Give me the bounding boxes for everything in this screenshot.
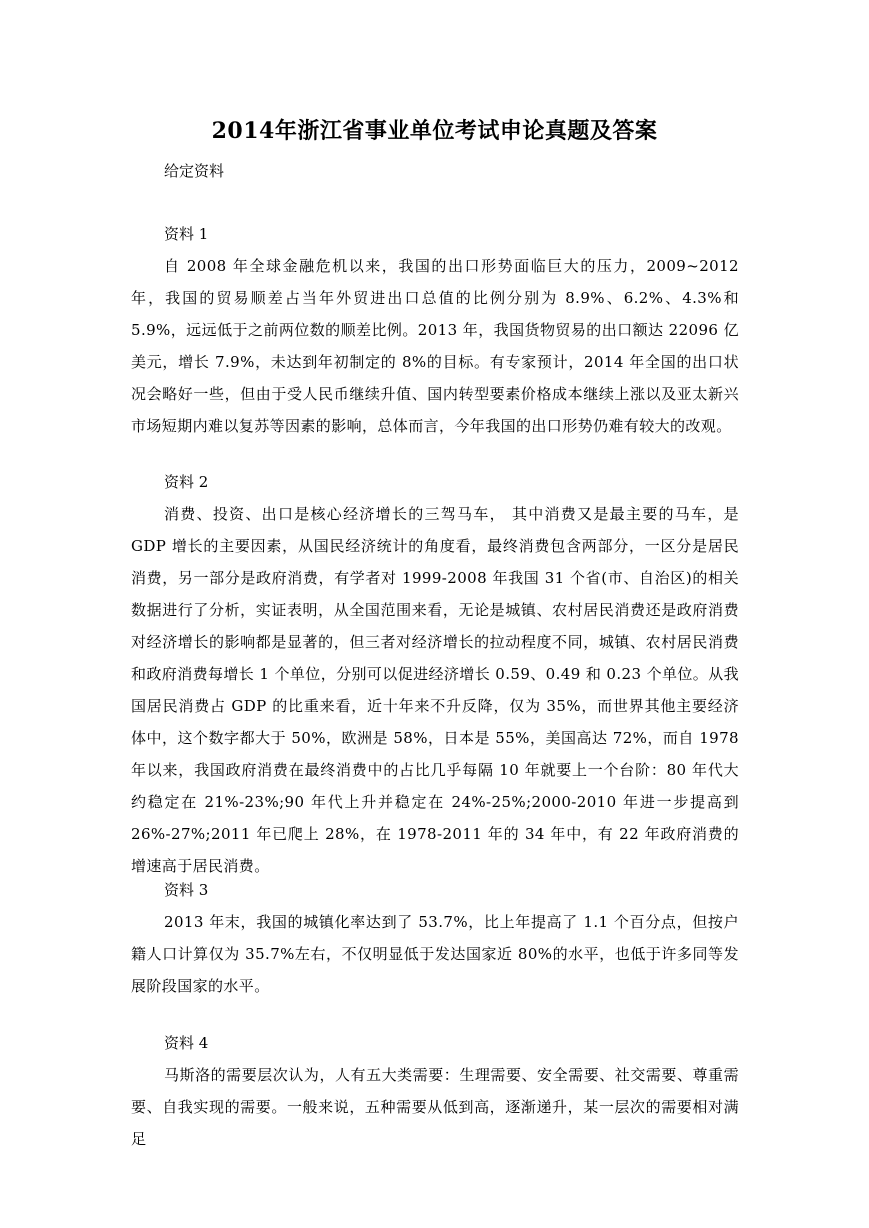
- material-paragraph: 2013 年末，我国的城镇化率达到了 53.7%，比上年提高了 1.1 个百分点，但按户籍人口计算仅为 35.7%左右，不仅明显低于发达国家近 80%的水平，也低于许多同等发展阶段国家的水平。: [131, 913, 739, 995]
- material-section-1: [131, 218, 739, 442]
- material-section-4: [131, 1027, 739, 1155]
- material-paragraph: 自 2008 年全球金融危机以来，我国的出口形势面临巨大的压力，2009~2012 年，我国的贸易顺差占当年外贸进出口总值的比例分别为 8.9%、6.2%、4.3%和 5.9%，远远低于之前两位数的顺差比例。2013 年，我国货物贸易的出口额达 22096 亿美元，增长 7.9%，未达到年初制定的 8%的目标。有专家预计，2014 年全国的出口状况会略好一些，但由于受人民币继续升值、国内转型要素价格成本继续上涨以及亚太新兴市场短期内难以复苏等因素的影响，总体而言，今年我国的出口形势仍难有较大的改观。: [131, 257, 739, 435]
- given-materials-label: 给定资料: [164, 162, 225, 180]
- material-section-3: [131, 874, 739, 1002]
- material-heading: 资料 2: [164, 473, 209, 491]
- document-title: 2014年浙江省事业单位考试申论真题及答案: [211, 118, 658, 144]
- material-paragraph: 马斯洛的需要层次认为，人有五大类需要：生理需要、安全需要、社交需要、尊重需要、自我实现的需要。一般来说，五种需要从低到高，逐渐递升，某一层次的需要相对满足: [131, 1066, 739, 1148]
- material-paragraph: 消费、投资、出口是核心经济增长的三驾马车， 其中消费又是最主要的马车，是 GDP 增长的主要因素，从国民经济统计的角度看，最终消费包含两部分，一区分是居民消费，另一部分是政府消费，有学者对 1999-2008 年我国 31 个省(市、自治区)的相关数据进行了分析，实证表明，从全国范围来看，无论是城镇、农村居民消费还是政府消费对经济增长的影响都是显著的，但三者对经济增长的拉动程度不同，城镇、农村居民消费和政府消费每增长 1 个单位，分别可以促进经济增长 0.59、0.49 和 0.23 个单位。从我国居民消费占 GDP 的比重来看，近十年来不升反降，仅为 35%，而世界其他主要经济体中，这个数字都大于 50%，欧洲是 58%，日本是 55%，美国高达 72%，而自 1978 年以来，我国政府消费在最终消费中的占比几乎每隔 10 年就要上一个台阶：80 年代大约稳定在 21%-23%;90 年代上升并稳定在 24%-25%;2000-2010 年进一步提高到 26%-27%;2011 年已爬上 28%，在 1978-2011 年的 34 年中，有 22 年政府消费的增速高于居民消费。: [131, 505, 739, 875]
- material-section-2: [131, 466, 739, 882]
- material-heading: 资料 1: [164, 225, 209, 243]
- material-heading: 资料 4: [164, 1034, 209, 1052]
- material-heading: 资料 3: [164, 881, 209, 899]
